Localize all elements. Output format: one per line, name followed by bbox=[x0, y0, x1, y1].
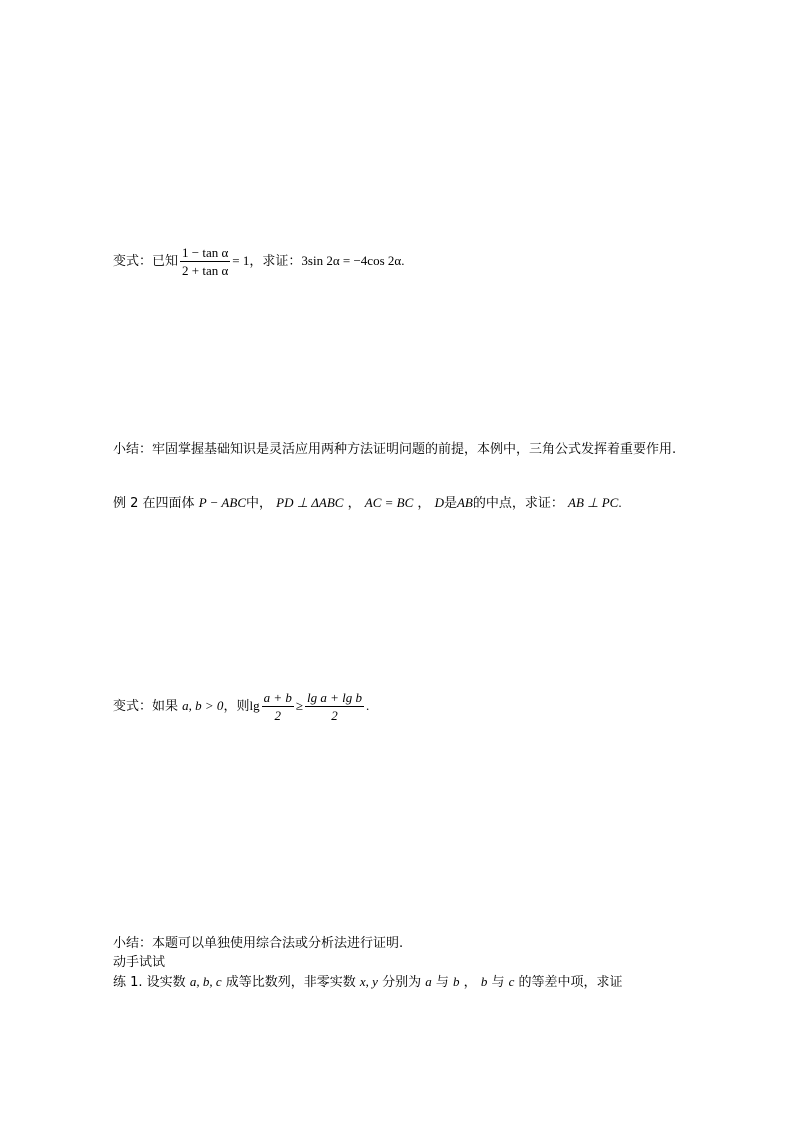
practice-heading: 动手试试 bbox=[113, 955, 166, 970]
variant1-goal: 3sin 2α = −4cos 2α bbox=[301, 253, 402, 268]
variant2-end: . bbox=[366, 698, 370, 713]
example2-segment-ab: AB bbox=[456, 495, 473, 510]
practice1-b1: b bbox=[453, 974, 460, 989]
variant2-geq: ≥ bbox=[295, 698, 303, 713]
variant2-fraction-right-numerator: lg a + lg b bbox=[307, 690, 362, 705]
practice1-text-3: 分别为 bbox=[382, 975, 422, 990]
example2-tetrahedron: P − ABC bbox=[198, 495, 246, 510]
variant1-equals: = 1 bbox=[232, 253, 250, 268]
summary2-line: 小结：本题可以单独使用综合法或分析法进行证明. bbox=[113, 936, 404, 951]
example2-text-5: 是 bbox=[443, 496, 457, 511]
practice1-b2: b bbox=[480, 974, 488, 989]
example2-line bbox=[113, 494, 622, 513]
variant1-label: 变式：已知 bbox=[113, 254, 179, 269]
example2-perpendicular: PD ⊥ ΔABC bbox=[276, 495, 344, 510]
example2-text-2: 中， bbox=[245, 496, 272, 511]
variant1-prove-label: ，求证： bbox=[249, 254, 302, 269]
variant2-condition: a, b > 0 bbox=[182, 698, 224, 713]
example2-equal-sides: AC = BC bbox=[364, 495, 414, 510]
practice1-abc: a, b, c bbox=[189, 974, 222, 989]
practice1-line bbox=[113, 973, 623, 992]
variant2-lg: lg bbox=[249, 698, 260, 713]
variant2-fraction-right-denominator: 2 bbox=[331, 708, 338, 723]
practice1-text-5: ， bbox=[463, 975, 477, 990]
practice1-text-6: 与 bbox=[491, 975, 505, 990]
example2-text-1: 例 2 在四面体 bbox=[113, 496, 195, 511]
variant1-fraction-denominator: 2 + tan α bbox=[182, 263, 229, 278]
variant2-fraction-left-denominator: 2 bbox=[274, 708, 281, 723]
practice1-text-2: 成等比数列，非零实数 bbox=[225, 975, 356, 990]
variant1-fraction-numerator: 1 − tan α bbox=[182, 245, 229, 260]
practice1-c: c bbox=[508, 974, 515, 989]
example2-goal: AB ⊥ PC bbox=[568, 495, 619, 510]
variant2-fraction-left-numerator: a + b bbox=[263, 690, 292, 705]
example2-text-3: ， bbox=[347, 496, 361, 511]
example2-point-d: D bbox=[434, 495, 444, 510]
example2-text-4: ， bbox=[417, 496, 431, 511]
variant2-line bbox=[113, 689, 369, 724]
variant2-then-label: ，则 bbox=[223, 699, 250, 714]
variant1-line bbox=[113, 244, 404, 279]
variant2-fraction-right bbox=[305, 689, 364, 724]
variant1-end: . bbox=[401, 253, 405, 268]
practice1-text-7: 的等差中项，求证 bbox=[518, 975, 623, 990]
practice1-xy: x, y bbox=[359, 974, 378, 989]
example2-text-6: 的中点，求证： bbox=[472, 496, 564, 511]
practice1-a: a bbox=[425, 974, 432, 989]
variant2-fraction-left bbox=[262, 689, 294, 724]
example2-end: . bbox=[618, 495, 622, 510]
practice1-text-4: 与 bbox=[435, 975, 449, 990]
variant2-label: 变式：如果 bbox=[113, 699, 179, 714]
summary1-paragraph: 小结：牢固掌握基础知识是灵活应用两种方法证明问题的前提，本例中，三角公式发挥着重要作用. bbox=[113, 442, 677, 457]
variant1-fraction bbox=[180, 244, 230, 279]
practice1-text-1: 练 1. 设实数 bbox=[113, 975, 186, 990]
